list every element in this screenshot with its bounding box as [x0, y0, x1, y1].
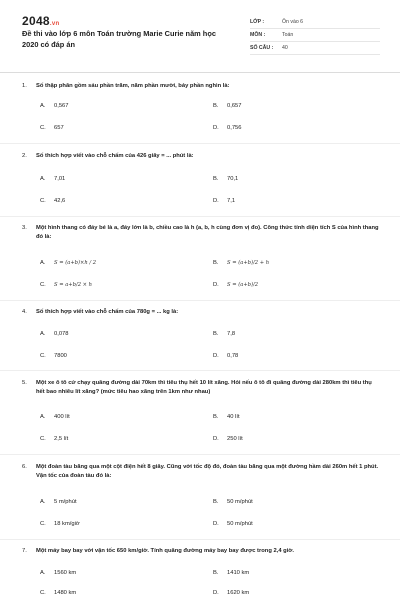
- option-letter: B.: [213, 331, 219, 337]
- question-1: [22, 82, 382, 91]
- question-number: 1.: [22, 83, 27, 89]
- option-text: 7,1: [227, 198, 236, 204]
- option-d[interactable]: [213, 436, 243, 442]
- meta-value: 40: [282, 45, 288, 51]
- meta-value: Toán: [282, 32, 294, 38]
- option-d[interactable]: [213, 590, 249, 596]
- option-text: 18 km/giờ: [54, 521, 80, 527]
- option-a[interactable]: [40, 570, 76, 576]
- option-text: 7800: [54, 353, 67, 359]
- logo-text: 2048: [22, 14, 50, 28]
- question-text: Một xe ô tô cứ chạy quãng đường dài 70km thì tiêu thụ hết 10 lít xăng. Hỏi nếu ô tô đi quãng đường dài 280km thì tiêu thụ hết bao nhiêu lít xăng? (mức tiêu hao xăng trên 1km như nhau): [36, 380, 372, 395]
- question-divider: [0, 454, 400, 455]
- option-text: 0,567: [54, 103, 69, 109]
- option-b[interactable]: [213, 331, 235, 337]
- option-b[interactable]: [213, 414, 240, 420]
- page-title: Đề thi vào lớp 6 môn Toán trường Marie Curie năm học 2020 có đáp án: [22, 29, 216, 49]
- option-letter: B.: [213, 570, 219, 576]
- option-letter: D.: [213, 521, 219, 527]
- option-formula: S = a+b/2 × h: [54, 282, 92, 288]
- option-text: 0,657: [227, 103, 242, 109]
- option-letter: A.: [40, 331, 46, 337]
- option-a[interactable]: [40, 103, 69, 109]
- meta-table: [250, 16, 380, 55]
- question-number: 6.: [22, 464, 27, 470]
- header-divider: [0, 72, 400, 73]
- option-c[interactable]: [40, 282, 92, 288]
- meta-row-count: [250, 42, 380, 55]
- option-letter: C.: [40, 590, 46, 596]
- option-letter: B.: [213, 499, 219, 505]
- option-d[interactable]: [213, 125, 242, 131]
- option-text: 7,01: [54, 176, 66, 182]
- option-formula: S = (a+b)/2: [227, 282, 259, 288]
- option-d[interactable]: [213, 282, 258, 288]
- option-letter: B.: [213, 260, 219, 266]
- option-letter: B.: [213, 414, 219, 420]
- question-text: Số thích hợp viết vào chỗ chấm của 780g = ... kg là:: [36, 309, 179, 315]
- question-number: 5.: [22, 380, 27, 386]
- option-letter: A.: [40, 414, 46, 420]
- option-letter: D.: [213, 282, 219, 288]
- question-divider: [0, 300, 400, 301]
- option-formula: S = (a+b)/2 + h: [227, 260, 270, 266]
- option-letter: D.: [213, 590, 219, 596]
- option-a[interactable]: [40, 414, 70, 420]
- question-text: Một đoàn tàu băng qua một cột điện hết 8 giây. Cũng với tốc độ đó, đoàn tàu băng qua một đường hầm dài 260m hết 1 phút. Vận tốc của đoàn tàu đó là:: [36, 464, 379, 479]
- option-a[interactable]: [40, 260, 96, 266]
- meta-value: Ôn vào 6: [282, 19, 304, 25]
- option-letter: D.: [213, 353, 219, 359]
- meta-label: SỐ CÂU :: [250, 45, 274, 51]
- header: [0, 0, 400, 68]
- option-c[interactable]: [40, 353, 67, 359]
- option-letter: A.: [40, 260, 46, 266]
- option-d[interactable]: [213, 198, 235, 204]
- option-b[interactable]: [213, 570, 249, 576]
- option-text: 0,756: [227, 125, 242, 131]
- question-4: [22, 308, 382, 317]
- question-text: Một hình thang có đáy bé là a, đáy lớn là b, chiều cao là h (a, b, h cùng đơn vị đo). Công thức tính diện tích S của hình thang đó là:: [36, 225, 379, 240]
- option-letter: B.: [213, 103, 219, 109]
- option-c[interactable]: [40, 436, 68, 442]
- option-a[interactable]: [40, 176, 65, 182]
- option-text: 1410 km: [227, 570, 250, 576]
- option-letter: B.: [213, 176, 219, 182]
- question-3: [22, 224, 382, 241]
- option-letter: D.: [213, 198, 219, 204]
- question-7: [22, 547, 382, 556]
- option-letter: D.: [213, 125, 219, 131]
- option-text: 5 m/phút: [54, 499, 77, 505]
- option-text: 2,5 lít: [54, 436, 69, 442]
- option-b[interactable]: [213, 103, 242, 109]
- option-letter: C.: [40, 353, 46, 359]
- question-number: 7.: [22, 548, 27, 554]
- option-letter: C.: [40, 198, 46, 204]
- meta-row-class: [250, 16, 380, 29]
- logo-suffix: .vn: [49, 21, 60, 27]
- question-5: [22, 379, 382, 396]
- option-text: 40 lít: [227, 414, 240, 420]
- option-c[interactable]: [40, 521, 80, 527]
- question-text: Số thập phân gồm sáu phần trăm, năm phần mười, bảy phần nghìn là:: [36, 83, 230, 89]
- option-letter: C.: [40, 282, 46, 288]
- option-text: 657: [54, 125, 64, 131]
- option-a[interactable]: [40, 499, 77, 505]
- site-logo[interactable]: [22, 14, 59, 28]
- question-6: [22, 463, 382, 480]
- option-c[interactable]: [40, 125, 64, 131]
- option-text: 0,78: [227, 353, 239, 359]
- option-text: 1560 km: [54, 570, 77, 576]
- option-letter: A.: [40, 176, 46, 182]
- option-letter: A.: [40, 103, 46, 109]
- question-number: 3.: [22, 225, 27, 231]
- meta-label: LỚP :: [250, 19, 265, 25]
- option-text: 1620 km: [227, 590, 250, 596]
- option-letter: A.: [40, 499, 46, 505]
- option-d[interactable]: [213, 521, 253, 527]
- option-letter: D.: [213, 436, 219, 442]
- option-text: 400 lít: [54, 414, 70, 420]
- option-text: 70,1: [227, 176, 239, 182]
- question-text: Một máy bay bay với vận tốc 650 km/giờ. Tính quãng đường máy bay bay được trong 2,4 giờ.: [36, 548, 295, 554]
- option-letter: C.: [40, 436, 46, 442]
- option-b[interactable]: [213, 176, 238, 182]
- option-text: 7,8: [227, 331, 236, 337]
- meta-label: MÔN :: [250, 32, 266, 38]
- option-text: 1480 km: [54, 590, 77, 596]
- question-divider: [0, 216, 400, 217]
- option-formula: S = (a+b)×h / 2: [54, 260, 97, 266]
- option-c[interactable]: [40, 590, 76, 596]
- question-text: Số thích hợp viết vào chỗ chấm của 426 giây = ... phút là:: [36, 153, 194, 159]
- option-c[interactable]: [40, 198, 65, 204]
- question-divider: [0, 539, 400, 540]
- option-text: 250 lít: [227, 436, 243, 442]
- question-divider: [0, 143, 400, 144]
- option-d[interactable]: [213, 353, 238, 359]
- option-letter: C.: [40, 125, 46, 131]
- question-number: 4.: [22, 309, 27, 315]
- option-b[interactable]: [213, 499, 253, 505]
- question-number: 2.: [22, 153, 27, 159]
- question-2: [22, 152, 382, 161]
- option-text: 0,078: [54, 331, 69, 337]
- option-letter: A.: [40, 570, 46, 576]
- option-letter: C.: [40, 521, 46, 527]
- option-text: 50 m/phút: [227, 521, 253, 527]
- option-text: 50 m/phút: [227, 499, 253, 505]
- option-text: 42,6: [54, 198, 66, 204]
- meta-row-subject: [250, 29, 380, 42]
- option-a[interactable]: [40, 331, 69, 337]
- question-divider: [0, 370, 400, 371]
- option-b[interactable]: [213, 260, 269, 266]
